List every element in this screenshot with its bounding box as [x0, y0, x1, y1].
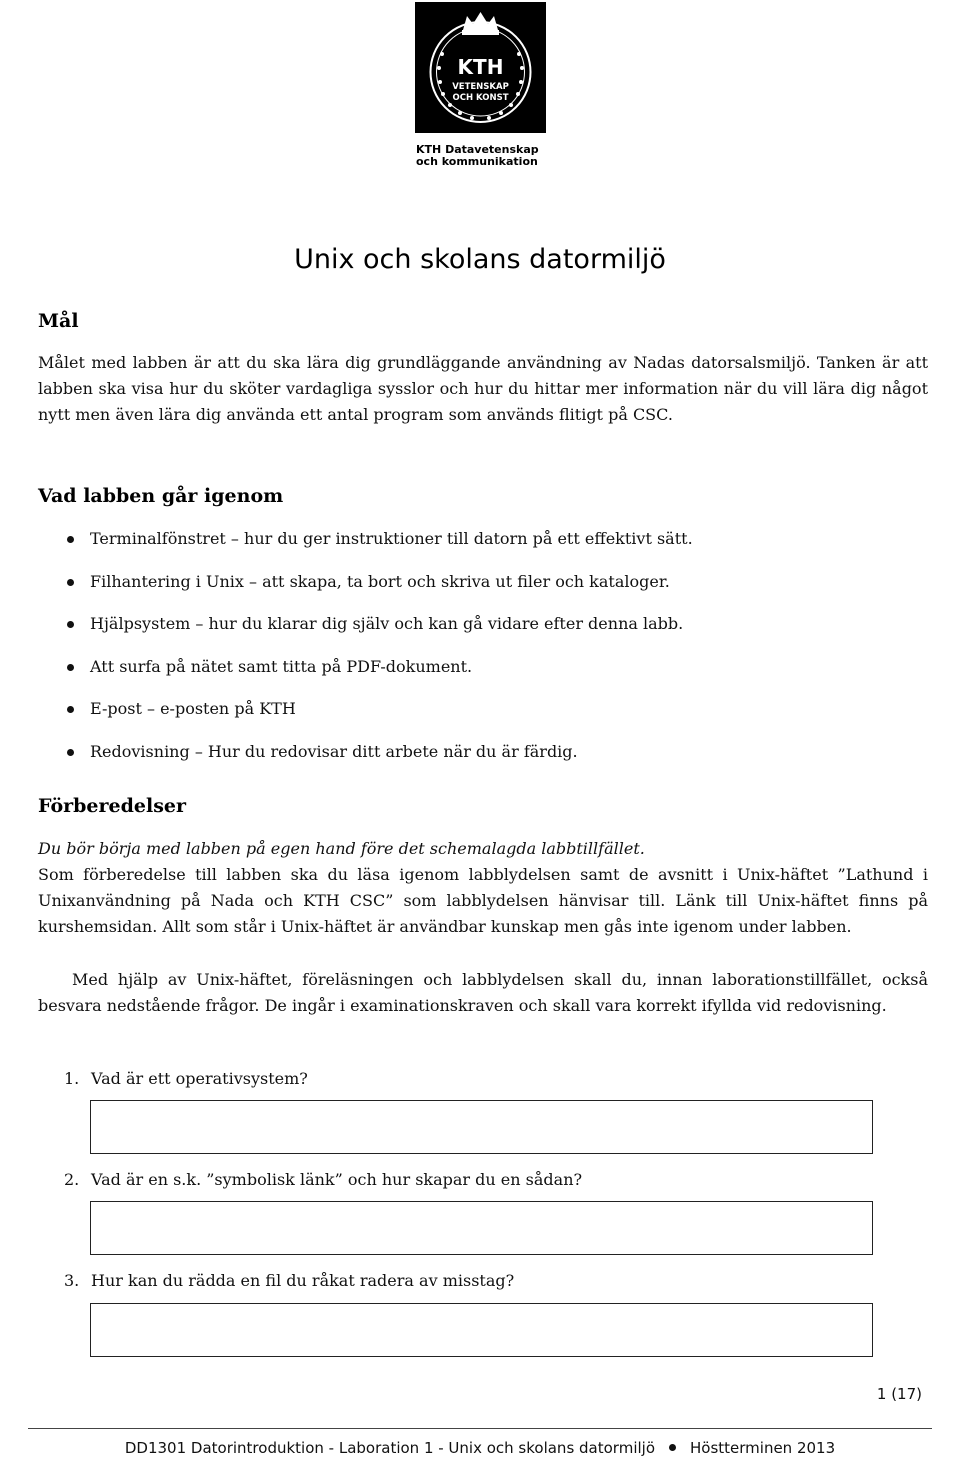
bullet-icon	[67, 749, 74, 756]
svg-text:KTH: KTH	[457, 55, 504, 79]
list-item: Hjälpsystem – hur du klarar dig själv och kan gå vidare efter denna labb.	[66, 611, 926, 654]
question-1: 1. Vad är ett operativsystem?	[64, 1069, 308, 1088]
heading-preparation: Förberedelser	[38, 795, 186, 817]
bullet-icon	[67, 621, 74, 628]
heading-overview: Vad labben går igenom	[38, 485, 284, 507]
preparation-note: Du bör börja med labben på egen hand före det schemalagda labbtillfället.	[38, 839, 645, 858]
department-line-1: KTH Datavetenskap	[416, 143, 539, 156]
department-line-2: och kommunikation	[416, 155, 538, 168]
goal-paragraph: Målet med labben är att du ska lära dig grundläggande användning av Nadas datorsalsmiljö. Tanken är att labben ska visa hur du sköter vardagliga sysslor och hur du hittar mer information när du vill lära dig något nytt men även lära dig använda ett antal program som används flitigt på CSC.	[38, 353, 928, 424]
list-item: Filhantering i Unix – att skapa, ta bort och skriva ut filer och kataloger.	[66, 569, 926, 612]
svg-text:OCH KONST: OCH KONST	[452, 93, 509, 103]
department-name	[416, 144, 576, 168]
separator-dot-icon	[669, 1444, 676, 1451]
footer-course: DD1301 Datorintroduktion - Laboration 1 - Unix och skolans datormiljö	[124, 1439, 655, 1457]
overview-list	[66, 526, 926, 782]
question-2: 2. Vad är en s.k. ”symbolisk länk” och hur skapar du en sådan?	[64, 1170, 583, 1189]
document-title: Unix och skolans datormiljö	[294, 244, 666, 275]
page-footer	[0, 1439, 960, 1457]
answer-box-3[interactable]	[90, 1303, 873, 1357]
question-3: 3. Hur kan du rädda en fil du råkat radera av misstag?	[64, 1271, 515, 1290]
preparation-paragraph-1: Som förberedelse till labben ska du läsa igenom labblydelsen samt de avsnitt i Unix-häftet ”Lathund i Unixanvändning på Nada och KTH CSC” som labblydelsen hänvisar till. Länk till Unix-häftet finns på kurshemsidan. Allt som står i Unix-häftet är användbar kunskap men gås inte igenom under labben.	[38, 865, 928, 936]
list-item: E-post – e-posten på KTH	[66, 696, 926, 739]
footer-term: Höstterminen 2013	[690, 1439, 836, 1457]
bullet-icon	[67, 664, 74, 671]
list-item: Att surfa på nätet samt titta på PDF-dokument.	[66, 654, 926, 697]
kth-logo	[415, 2, 546, 133]
page-number: 1 (17)	[876, 1385, 922, 1403]
bullet-icon	[67, 579, 74, 586]
kth-seal-icon	[415, 2, 546, 133]
heading-goal: Mål	[38, 310, 79, 332]
answer-box-2[interactable]	[90, 1201, 873, 1255]
bullet-icon	[67, 536, 74, 543]
footer-divider	[28, 1428, 932, 1429]
list-item: Terminalfönstret – hur du ger instruktioner till datorn på ett effektivt sätt.	[66, 526, 926, 569]
answer-box-1[interactable]	[90, 1100, 873, 1154]
list-item: Redovisning – Hur du redovisar ditt arbete när du är färdig.	[66, 739, 926, 782]
svg-text:VETENSKAP: VETENSKAP	[452, 82, 509, 92]
bullet-icon	[67, 706, 74, 713]
preparation-paragraph-2: Med hjälp av Unix-häftet, föreläsningen och labblydelsen skall du, innan laborationstillfället, också besvara nedstående frågor. De ingår i examinationskraven och skall vara korrekt ifyllda vid redovisning.	[38, 970, 928, 1015]
